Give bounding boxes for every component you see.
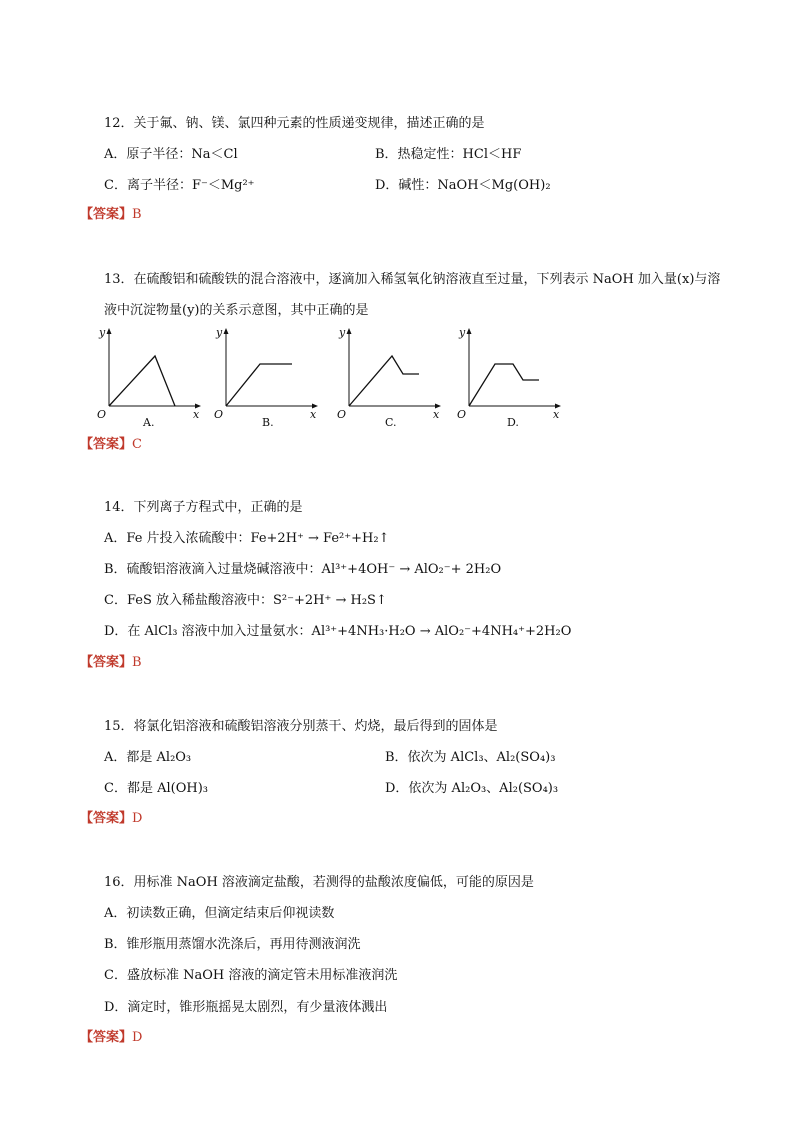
graph-b [212,322,332,432]
curve [469,364,539,406]
q12-option-a: A．原子半径：Na＜Cl [104,147,238,162]
x-axis-label: x [433,408,440,421]
q15-option-d: D．依次为 Al₂O₃、Al₂(SO₄)₃ [385,781,559,796]
q12-option-b: B．热稳定性：HCl＜HF [375,147,522,162]
answer-label: 【答案】 [80,655,133,670]
q12-answer [80,206,142,224]
answer-value: D [132,811,143,826]
y-axis-label: y [99,326,106,339]
origin-label: O [97,408,107,421]
y-axis-arrow [107,328,112,334]
q16-option-d: D．滴定时，锥形瓶摇晃太剧烈，有少量液体溅出 [104,1000,388,1015]
q14-option-c: C．FeS 放入稀盐酸溶液中：S²⁻+2H⁺ → H₂S↑ [104,593,387,608]
q16-option-c: C．盛放标准 NaOH 溶液的滴定管未用标准液润洗 [104,968,398,983]
graph-label: D. [507,416,519,429]
x-axis-label: x [310,408,317,421]
answer-value: C [132,437,142,452]
q15-option-b: B．依次为 AlCl₃、Al₂(SO₄)₃ [385,750,556,765]
q15-answer [80,810,142,828]
y-axis-label: y [216,326,223,339]
q16-option-b: B．锥形瓶用蒸馏水洗涤后，再用待测液润洗 [104,937,361,952]
curve [109,356,175,406]
q13-stem-line-2: 液中沉淀物量(y)的关系示意图，其中正确的是 [104,303,369,318]
graph-c [335,322,455,432]
graph-label: B. [262,416,274,429]
answer-value: B [132,655,142,670]
answer-label: 【答案】 [80,811,133,826]
answer-value: D [132,1030,143,1045]
q14-answer [80,654,142,672]
q15-option-a: A．都是 Al₂O₃ [104,750,192,765]
q13-answer [80,436,142,454]
q16-stem: 16．用标准 NaOH 溶液滴定盐酸，若测得的盐酸浓度偏低，可能的原因是 [104,875,534,890]
q12-option-d: D．碱性：NaOH＜Mg(OH)₂ [375,178,551,193]
q15-option-c: C．都是 Al(OH)₃ [104,781,208,796]
y-axis-label: y [339,326,346,339]
y-axis-arrow [224,328,229,334]
origin-label: O [337,408,347,421]
x-axis-label: x [193,408,200,421]
x-axis-label: x [553,408,560,421]
q14-option-a: A．Fe 片投入浓硫酸中：Fe+2H⁺ → Fe²⁺+H₂↑ [104,531,390,546]
answer-label: 【答案】 [80,207,133,222]
q16-answer [80,1029,142,1047]
y-axis-arrow [347,328,352,334]
q14-option-d: D．在 AlCl₃ 溶液中加入过量氨水：Al³⁺+4NH₃·H₂O → AlO₂⁻+4NH₄⁺+2H₂O [104,624,572,639]
graph-a [95,322,215,432]
answer-value: B [132,207,142,222]
q12-option-c: C．离子半径：F⁻＜Mg²⁺ [104,178,255,193]
answer-label: 【答案】 [80,437,133,452]
q13-stem-line-1: 13．在硫酸铝和硫酸铁的混合溶液中，逐滴加入稀氢氧化钠溶液直至过量，下列表示 NaOH 加入量(x)与溶 [104,272,721,287]
answer-label: 【答案】 [80,1030,133,1045]
q16-option-a: A．初读数正确，但滴定结束后仰视读数 [104,906,335,921]
q14-stem: 14．下列离子方程式中，正确的是 [104,500,303,515]
q12-stem: 12．关于氟、钠、镁、氯四种元素的性质递变规律，描述正确的是 [104,116,485,131]
y-axis-arrow [467,328,472,334]
graph-label: C. [385,416,397,429]
q15-stem: 15．将氯化铝溶液和硫酸铝溶液分别蒸干、灼烧，最后得到的固体是 [104,719,498,734]
q14-option-b: B．硫酸铝溶液滴入过量烧碱溶液中：Al³⁺+4OH⁻ → AlO₂⁻+ 2H₂O [104,562,502,577]
curve [226,364,292,406]
y-axis-label: y [459,326,466,339]
graph-label: A. [143,416,155,429]
curve [349,356,419,406]
origin-label: O [214,408,224,421]
graph-d [455,322,575,432]
origin-label: O [457,408,467,421]
